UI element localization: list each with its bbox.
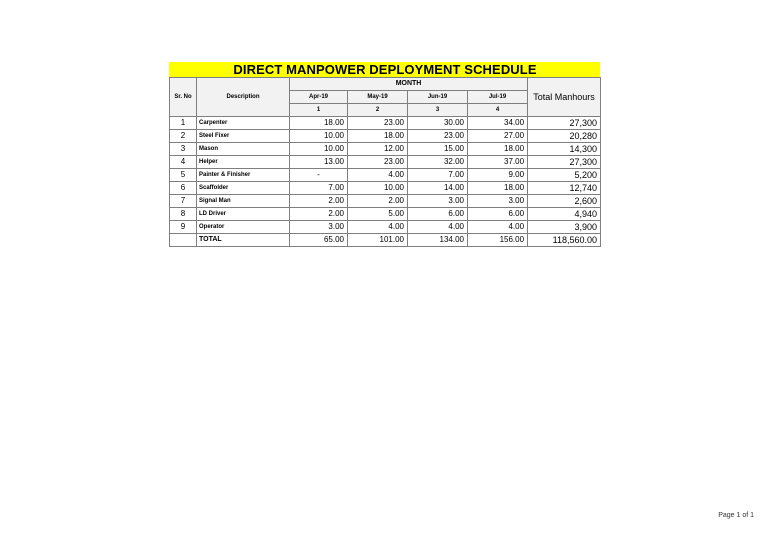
header-month: Apr-19 (290, 91, 348, 104)
row-month-value: 4.00 (348, 169, 408, 182)
row-month-value: 18.00 (468, 182, 528, 195)
row-description: Steel Fixer (197, 130, 290, 143)
row-total-manhours: 2,600 (528, 195, 601, 208)
table-body (170, 117, 601, 234)
row-month-value: 2.00 (290, 208, 348, 221)
row-description: Painter & Finisher (197, 169, 290, 182)
total-row (170, 234, 601, 247)
row-description: Signal Man (197, 195, 290, 208)
header-month: Jul-19 (468, 91, 528, 104)
row-month-value: 37.00 (468, 156, 528, 169)
total-month-value: 134.00 (408, 234, 468, 247)
row-month-value: 14.00 (408, 182, 468, 195)
row-sr-no: 8 (170, 208, 197, 221)
row-month-value: 15.00 (408, 143, 468, 156)
row-month-value: 13.00 (290, 156, 348, 169)
header-month-index: 3 (408, 104, 468, 117)
table-row (170, 156, 601, 169)
total-label: TOTAL (197, 234, 290, 247)
header-month-group: MONTH (290, 78, 528, 91)
row-month-value: 5.00 (348, 208, 408, 221)
row-sr-no: 1 (170, 117, 197, 130)
row-sr-no: 7 (170, 195, 197, 208)
table-row (170, 169, 601, 182)
row-description: Carpenter (197, 117, 290, 130)
row-month-value: 6.00 (408, 208, 468, 221)
row-total-manhours: 4,940 (528, 208, 601, 221)
row-description: Mason (197, 143, 290, 156)
row-description: Scaffolder (197, 182, 290, 195)
row-month-value: 23.00 (408, 130, 468, 143)
row-month-value: 10.00 (290, 143, 348, 156)
row-month-value: 32.00 (408, 156, 468, 169)
row-month-value: 18.00 (290, 117, 348, 130)
row-total-manhours: 14,300 (528, 143, 601, 156)
row-month-value: 9.00 (468, 169, 528, 182)
header-row-group (170, 78, 601, 91)
header-month-index: 1 (290, 104, 348, 117)
row-month-value: 34.00 (468, 117, 528, 130)
header-month-index: 4 (468, 104, 528, 117)
row-month-value: 10.00 (290, 130, 348, 143)
total-month-value: 156.00 (468, 234, 528, 247)
row-description: Helper (197, 156, 290, 169)
table-row (170, 117, 601, 130)
row-total-manhours: 5,200 (528, 169, 601, 182)
header-sr-no: Sr. No (170, 78, 197, 117)
row-month-value: 23.00 (348, 117, 408, 130)
row-month-value: 12.00 (348, 143, 408, 156)
row-month-value: 27.00 (468, 130, 528, 143)
total-month-value: 65.00 (290, 234, 348, 247)
row-sr-no: 3 (170, 143, 197, 156)
table-row (170, 130, 601, 143)
row-sr-no: 6 (170, 182, 197, 195)
row-month-value: 3.00 (408, 195, 468, 208)
sheet-title: DIRECT MANPOWER DEPLOYMENT SCHEDULE (169, 62, 600, 77)
row-month-value: 2.00 (348, 195, 408, 208)
header-description: Description (197, 78, 290, 117)
row-sr-no: 5 (170, 169, 197, 182)
grand-total: 118,560.00 (528, 234, 601, 247)
table-row (170, 182, 601, 195)
row-month-value: 4.00 (468, 221, 528, 234)
schedule-sheet (169, 62, 600, 247)
row-total-manhours: 27,300 (528, 117, 601, 130)
row-month-value: 10.00 (348, 182, 408, 195)
table-row (170, 208, 601, 221)
row-month-value: 3.00 (290, 221, 348, 234)
header-month: May-19 (348, 91, 408, 104)
table-row (170, 143, 601, 156)
row-month-value: - (290, 169, 348, 182)
row-total-manhours: 20,280 (528, 130, 601, 143)
page-number: Page 1 of 1 (718, 512, 754, 519)
manpower-table (169, 77, 601, 247)
row-month-value: 7.00 (408, 169, 468, 182)
row-description: LD Driver (197, 208, 290, 221)
table-row (170, 221, 601, 234)
row-sr-no: 9 (170, 221, 197, 234)
row-total-manhours: 27,300 (528, 156, 601, 169)
total-month-value: 101.00 (348, 234, 408, 247)
row-sr-no: 2 (170, 130, 197, 143)
row-month-value: 18.00 (348, 130, 408, 143)
header-month-index: 2 (348, 104, 408, 117)
row-description: Operator (197, 221, 290, 234)
table-row (170, 195, 601, 208)
total-sr-cell (170, 234, 197, 247)
row-month-value: 3.00 (468, 195, 528, 208)
header-month: Jun-19 (408, 91, 468, 104)
row-total-manhours: 3,900 (528, 221, 601, 234)
row-month-value: 23.00 (348, 156, 408, 169)
row-month-value: 30.00 (408, 117, 468, 130)
row-month-value: 4.00 (348, 221, 408, 234)
row-month-value: 4.00 (408, 221, 468, 234)
row-month-value: 2.00 (290, 195, 348, 208)
row-month-value: 7.00 (290, 182, 348, 195)
row-sr-no: 4 (170, 156, 197, 169)
row-total-manhours: 12,740 (528, 182, 601, 195)
row-month-value: 18.00 (468, 143, 528, 156)
header-total-manhours: Total Manhours (528, 78, 601, 117)
row-month-value: 6.00 (468, 208, 528, 221)
